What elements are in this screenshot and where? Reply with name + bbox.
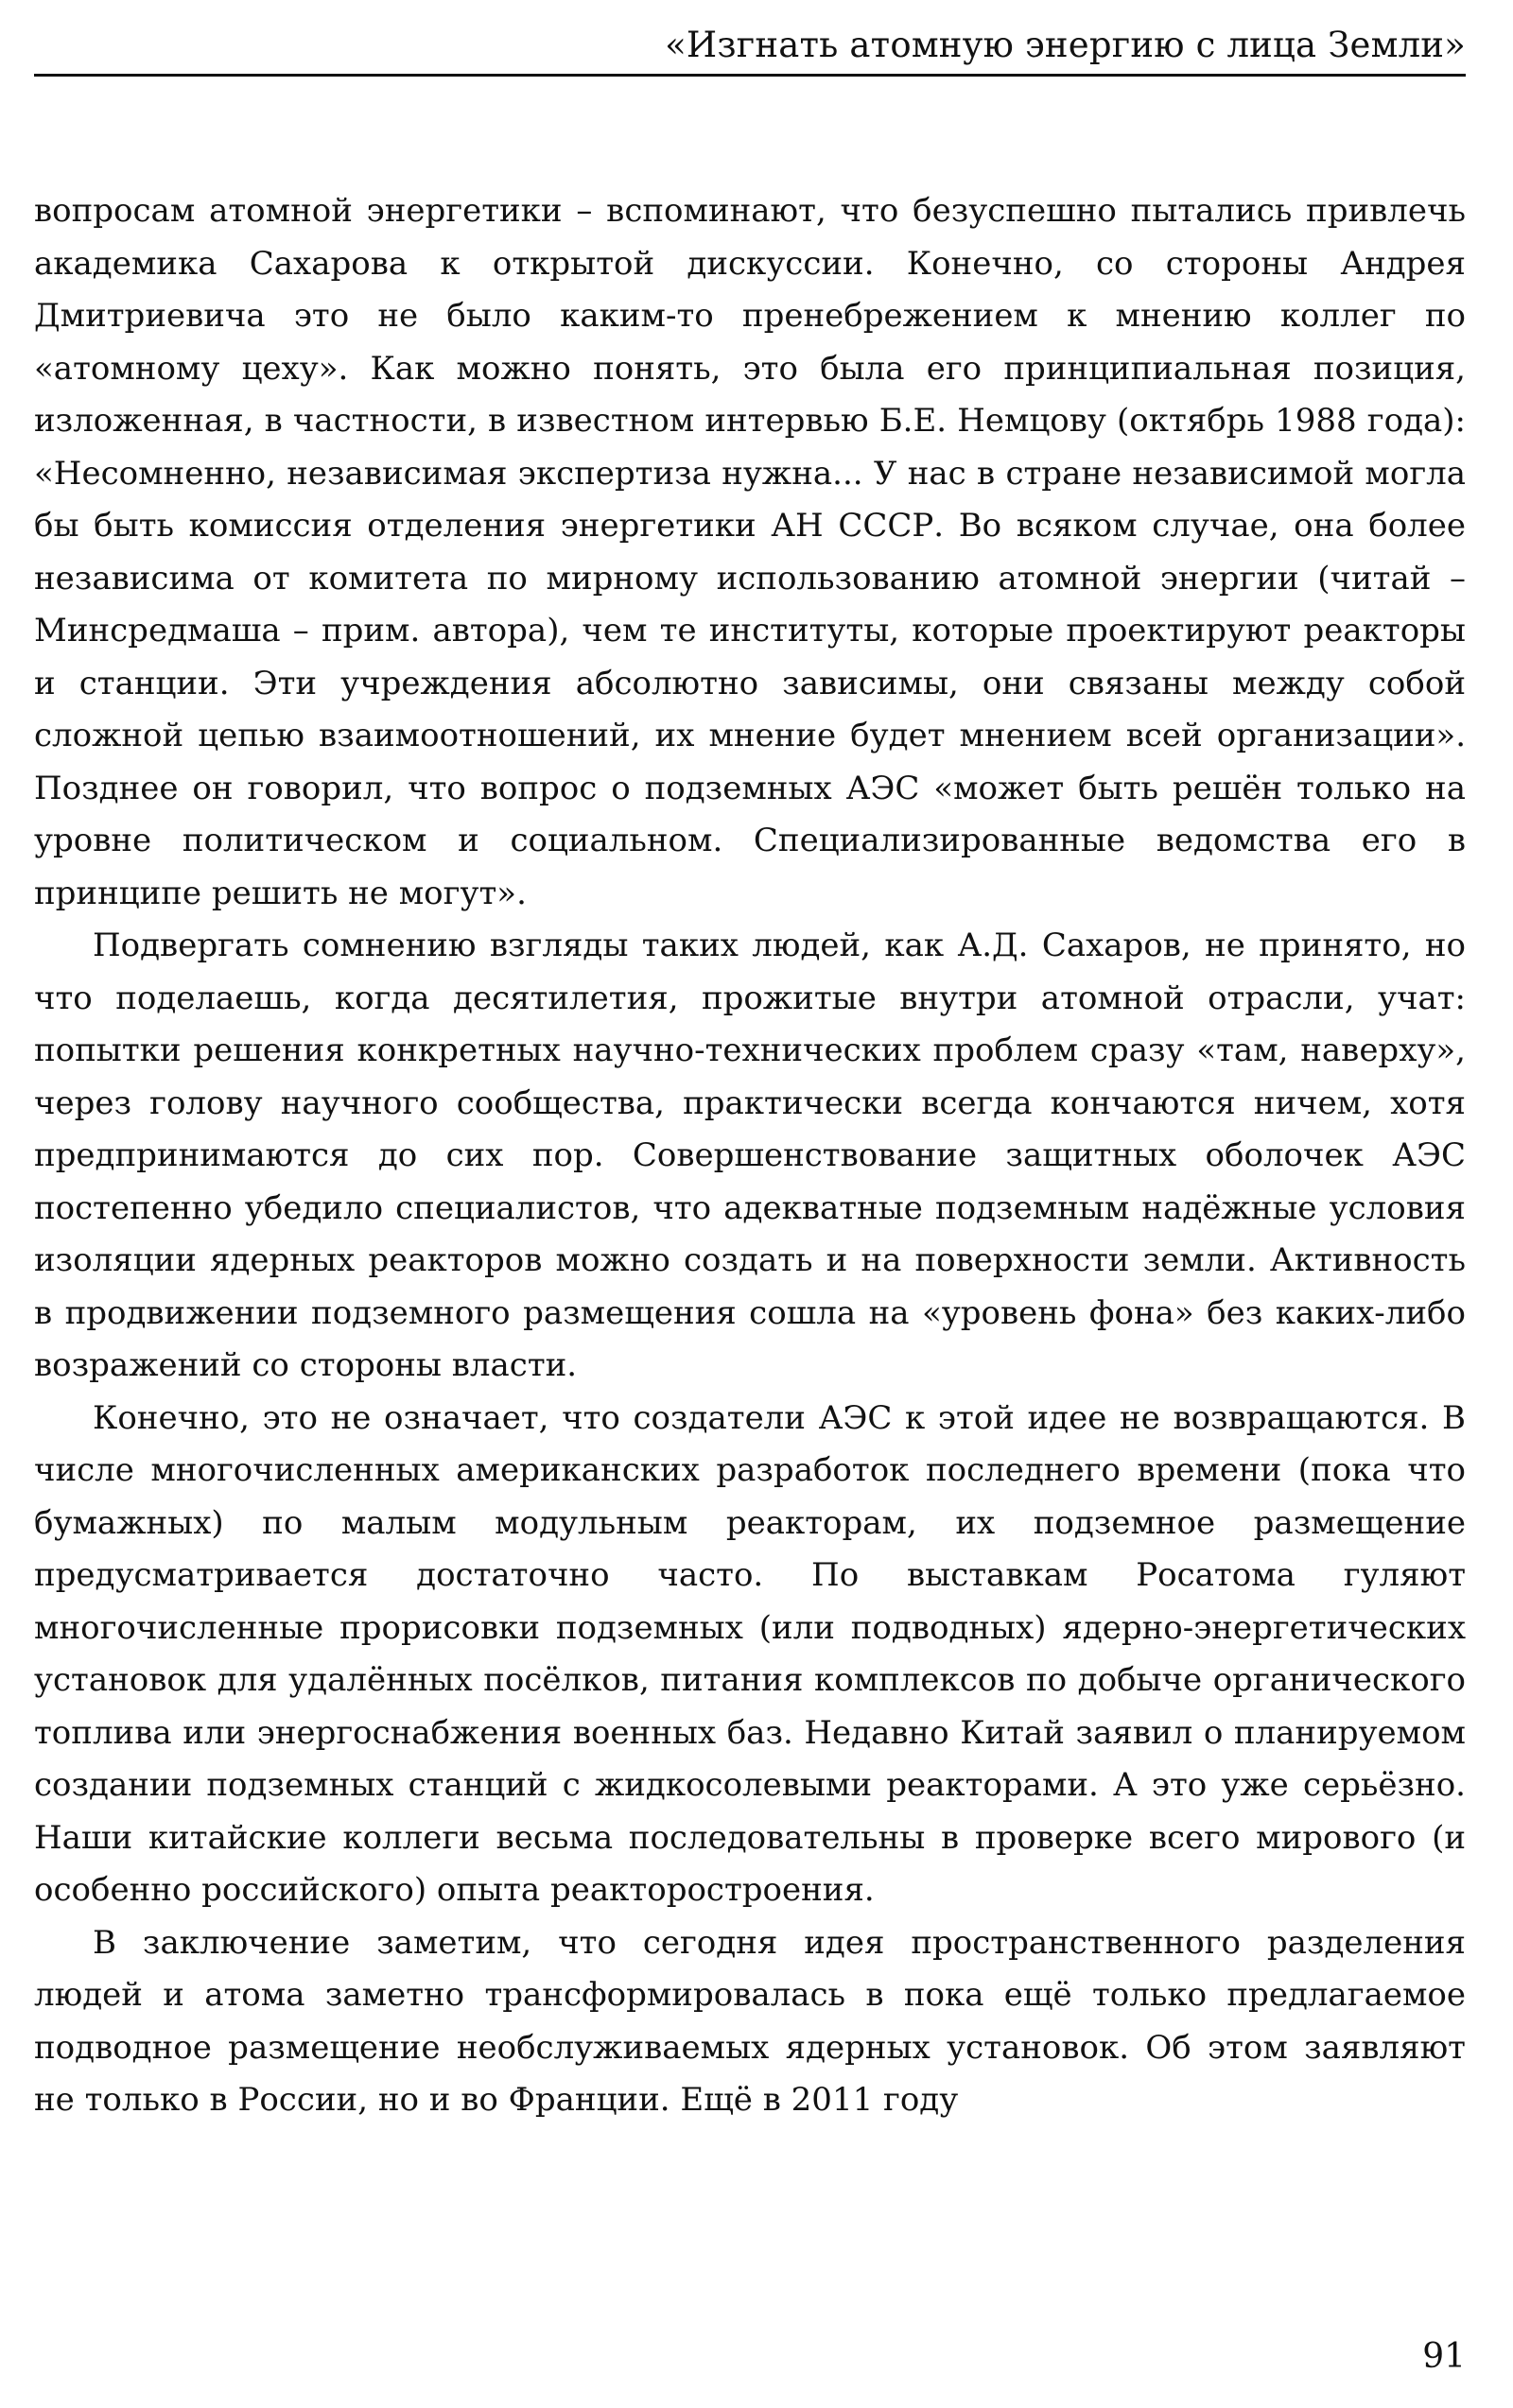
paragraph-continued: вопросам атомной энергетики – вспоминают, что безуспешно пытались привлечь академика Сахарова к открытой дискуссии. Конечно, со стороны Андрея Дмитриевича это не было каким-то пренебрежением к мнению коллег по «атомному цеху». Как можно понять, это была его принципиальная позиция, изложенная, в частности, в известном интервью Б.Е. Немцову (октябрь 1988 года): «Несомненно, независимая экспертиза нужна... У нас в стране независимой могла бы быть комиссия отделения энергетики АН СССР. Во всяком случае, она более независима от комитета по мирному использованию атомной энергии (читай – Минсредмаша – прим. автора), чем те институты, которые проектируют реакторы и станции. Эти учреждения абсолютно зависимы, они связаны между собой сложной цепью взаимоотношений, их мнение будет мнением всей организации». Позднее он говорил, что вопрос о подземных АЭС «может быть решён только на уровне политическом и социальном. Специализированные ведомства его в принципе решить не могут». (34, 192, 1466, 912)
page-number: 91 (1422, 2337, 1466, 2376)
paragraph: Конечно, это не означает, что создатели АЭС к этой идее не возвращаются. В числе многочисленных американских разработок последнего времени (пока что бумажных) по малым модульным реакторам, их подземное размещение предусматривается достаточно часто. По выставкам Росатома гуляют многочисленные прорисовки подземных (или подводных) ядерно-энергетических установок для удалённых посёлков, питания комплексов по добыче органического топлива или энергоснабжения военных баз. Недавно Китай заявил о планируемом создании подземных станций с жидкосолевыми реакторами. А это уже серьёзно. Наши китайские коллеги весьма последовательны в проверке всего мирового (и особенно российского) опыта реакторостроения. (34, 1398, 1466, 1909)
body-text (34, 185, 1466, 2127)
paragraph: Подвергать сомнению взгляды таких людей, как А.Д. Сахаров, не принято, но что поделаешь, когда десятилетия, прожитые внутри атомной отрасли, учат: попытки решения конкретных научно-технических проблем сразу «там, наверху», через голову научного сообщества, практически всегда кончаются ничем, хотя предпринимаются до сих пор. Совершенствование защитных оболочек АЭС постепенно убедило специалистов, что адекватные подземным надёжные условия изоляции ядерных реакторов можно создать и на поверхности земли. Активность в продвижении подземного размещения сошла на «уровень фона» без каких-либо возражений со стороны власти. (34, 927, 1466, 1384)
paragraph: В заключение заметим, что сегодня идея пространственного разделения людей и атома заметно трансформировалась в пока ещё только предлагаемое подводное размещение необслуживаемых ядерных установок. Об этом заявляют не только в России, но и во Франции. Ещё в 2011 году (34, 1923, 1466, 2119)
running-head: «Изгнать атомную энергию с лица Земли» (665, 25, 1466, 65)
header-rule (34, 74, 1466, 77)
